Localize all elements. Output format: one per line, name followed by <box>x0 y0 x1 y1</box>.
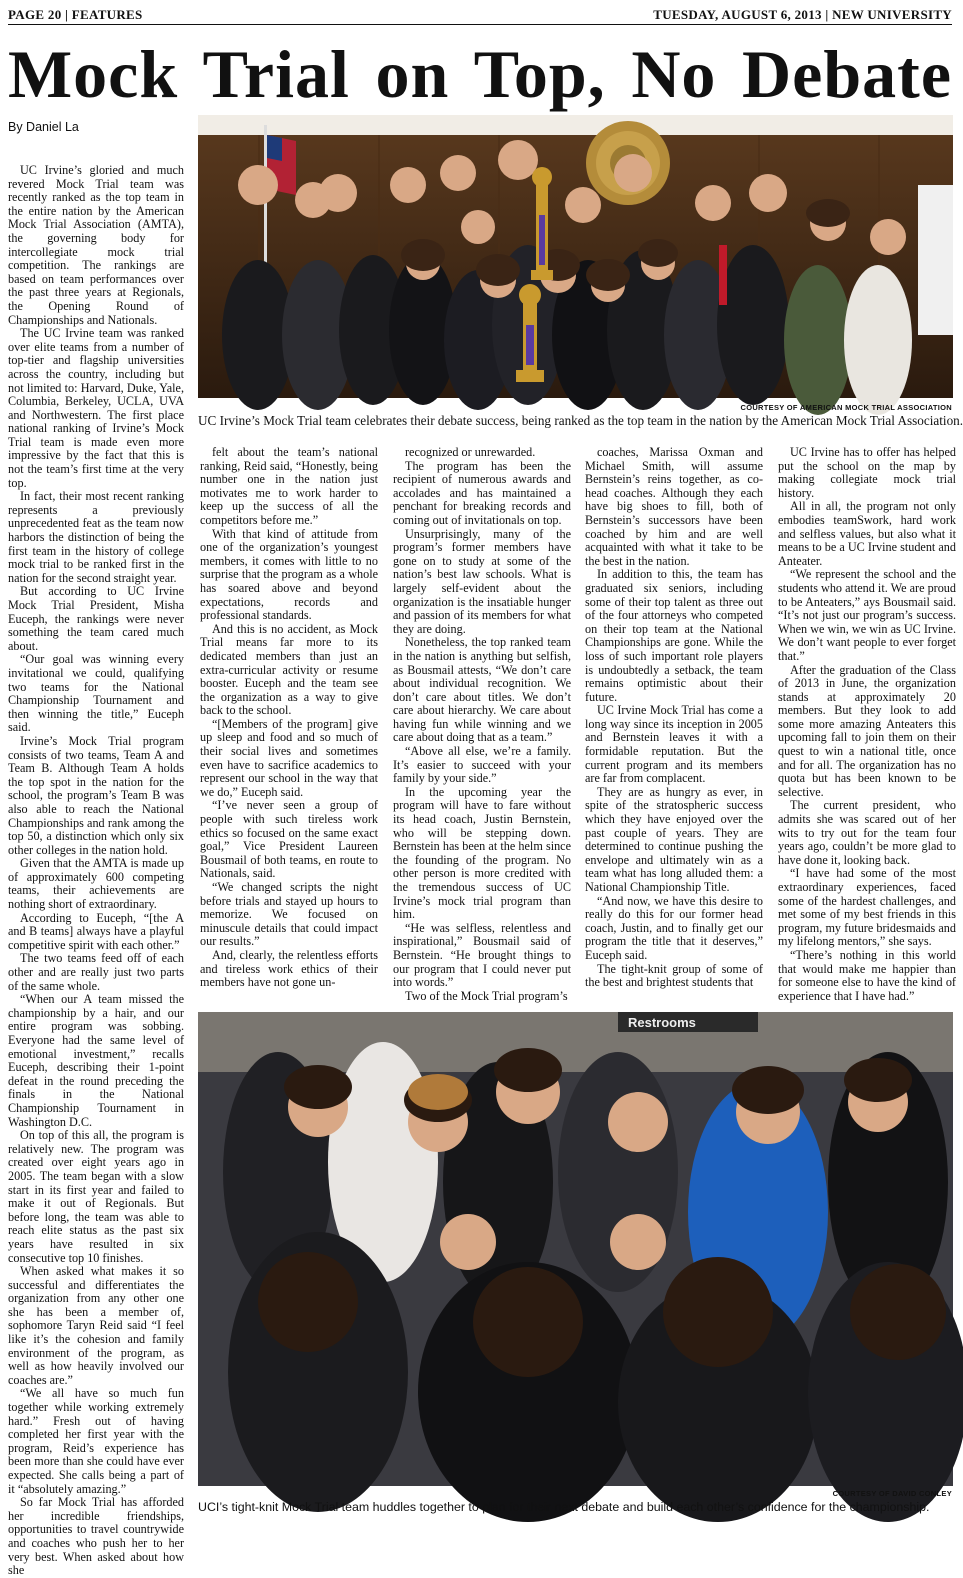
article-paragraph: Two of the Mock Trial program’s <box>405 988 568 1003</box>
page-header <box>8 4 952 25</box>
article-paragraph: So far Mock Trial has afforded her incredible friendships, opportunities to travel countrywide and coaches who push her to her very best. When asked about how she <box>8 1495 184 1578</box>
article-paragraph: “He was selfless, relentless and inspirational,” Bousmail said of Bernstein. “He brought things to our program that I could never put into words.” <box>393 920 571 990</box>
article-paragraph: “I have had some of the most extraordinary experiences, faced some of the hardest challenges, and met some of my best friends in this program, my future bridesmaids and my lifelong mentors,” she says. <box>778 866 956 949</box>
photo-caption-bottom: UCI’s tight-knit Mock Trial team huddles together to plan for their next debate and build each other’s confidence for the championship. <box>198 1500 930 1514</box>
article-column-3 <box>393 446 571 1002</box>
article-paragraph: On top of this all, the program is relatively new. The program was created over eight years ago in 2005. The team began with a slow start in its first year and failed to make it out of Regionals. But before long, the team was able to reach elite status as the past six years have resulted in six consecutive top 10 finishes. <box>8 1128 184 1265</box>
article-paragraph: The current president, who admits she was scared out of her wits to try out for the team four years ago, couldn’t be more glad to have done it, looking back. <box>778 798 956 867</box>
article-paragraph: Irvine’s Mock Trial program consists of two teams, Team A and Team B. Although Team A holds the top spot in the nation for the school, the program’s Team B was also able to reach the National Championships and rank among the top 50, a distinction which only six other colleges in the nation hold. <box>8 733 184 857</box>
article-paragraph: The two teams feed off of each other and are really just two parts of the same whole. <box>8 951 184 993</box>
article-paragraph: With that kind of attitude from one of the organization’s youngest members, it comes with little to no surprise that the program as a whole has soared above and beyond expectations, records and professional standards. <box>200 526 378 623</box>
article-paragraph: “We changed scripts the night before trials and stayed up hours to memorize. We focused on minuscule details that could impact our results.” <box>200 880 378 949</box>
article-paragraph: “We represent the school and the students who attend it. We are proud to be Anteaters,” ays Bousmail said. “It’s not just our program’s success. When we win, we win as UC Irvine. We don’t want people to ever forget that.” <box>778 567 956 663</box>
article-paragraph: felt about the team’s national ranking, Reid said, “Honestly, being number one in the nation just motivates me to work harder to keep up the success of all the competitors before me.” <box>200 445 378 527</box>
article-paragraph: “We all have so much fun together while working extremely hard.” Fresh out of having completed her first year with the program, Reid’s experience has been more than she could have ever expected. She calls being a part of it “absolutely amazing.” <box>8 1386 184 1496</box>
article-paragraph: The program has been the recipient of numerous awards and accolades and has maintained a penchant for breaking records and coming out of invitationals on top. <box>393 458 571 527</box>
article-paragraph: Given that the AMTA is made up of approximately 600 competing teams, their achievements are nothing short of extraordinary. <box>8 856 184 912</box>
article-column-5 <box>778 446 956 1002</box>
article-column-4 <box>585 446 763 1002</box>
article-paragraph: In the upcoming year the program will have to fare without its head coach, Justin Bernstein, who will be stepping down. Bernstein has been at the helm since the founding of the program. No other person is more credited with the tremendous success of UC Irvine’s mock trial program than him. <box>393 784 571 922</box>
article-paragraph: The UC Irvine team was ranked over elite teams from a number of top-tier and flagship universities across the country, including but not limited to: Harvard, Duke, Yale, Columbia, Berkeley, UCLA, UVA and Northwestern. The first place national ranking of Irvine’s Mock Trial team is made even more impressive by the fact that this is not the team’s first time at the very top. <box>8 326 184 490</box>
article-paragraph: Nonetheless, the top ranked team in the nation is anything but selfish, as Bousmail attests, “We don’t care about individual recognition. We don’t care about titles. We don’t care about hierarchy. We care about having fun while winning and we care about doing that as a team.” <box>393 635 571 745</box>
article-paragraph: They are as hungry as ever, in spite of the stratospheric success which they have enjoyed over the past couple of years. They are determined to continue pushing the envelope and ultimately win as a team what has long alluded them: a National Championship Title. <box>585 784 763 894</box>
article-paragraph: “Above all else, we’re a family. It’s easier to succeed with your family by your side.” <box>393 744 571 786</box>
article-paragraph: The tight-knit group of some of the best and brightest students that <box>585 961 763 990</box>
article-column-1 <box>8 163 184 1578</box>
photo-credit-bottom: COURTESY OF DAVID CONLEY <box>832 1489 952 1498</box>
article-paragraph: UC Irvine has to offer has helped put the school on the map by making collegiate mock trial history. <box>778 445 956 500</box>
photo-caption-top: UC Irvine’s Mock Trial team celebrates their debate success, being ranked as the top team in the nation by the American Mock Trial Association. <box>198 413 963 428</box>
article-paragraph: UC Irvine’s gloried and much revered Mock Trial team was recently ranked as the top team in the entire nation by the American Mock Trial Association (AMTA), the governing body for intercollegiate mock trial competition. The rankings are based on team performances over the past three years at Regionals, the Opening Round of Championships and Nationals. <box>8 163 184 327</box>
photo-credit-top: COURTESY OF AMERICAN MOCK TRIAL ASSOCIATION <box>740 403 952 412</box>
team-photo-illustration <box>198 115 953 398</box>
article-paragraph: After the graduation of the Class of 2013 in June, the organization stands at approximately 20 members. But they look to add some more amazing Anteaters this upcoming fall to join them on their quest to win a national title, once and for all. The organization has no quota but has been known to be selective. <box>778 662 956 799</box>
article-paragraph: In addition to this, the team has graduated six seniors, including some of their top talent as three out of the four attorneys who competed on their top team at the National Championships are gone. While the loss of such important role players is undoubtedly a setback, the team remains optimistic about their future. <box>585 567 763 704</box>
article-paragraph: And this is no accident, as Mock Trial means far more to its dedicated members than just an extra-curricular activity or resume booster. Euceph and the team see the organization as a way to give back to the school. <box>200 621 378 718</box>
team-huddle-photo <box>198 1012 953 1486</box>
restrooms-sign: Restrooms <box>628 1015 696 1030</box>
page-section-label: PAGE 20 | FEATURES <box>8 7 143 22</box>
article-paragraph: “Our goal was winning every invitational we could, qualifying two teams for the National Championship Tournament and then winning the title,” Euceph said. <box>8 652 184 735</box>
article-paragraph: “When our A team missed the championship by a hair, and our entire program was sobbing. Everyone had the same level of emotional investment,” recalls Euceph, describing their 1-point defeat in the round preceding the finals in the National Championship Tournament in Washington D.C. <box>8 992 184 1129</box>
article-paragraph: “[Members of the program] give up sleep and food and so much of their social lives and sometimes even have to sacrifice academics to represent our school in the way that we do,” Euceph said. <box>200 716 378 799</box>
article-paragraph: Unsurprisingly, many of the program’s former members have gone on to study at some of the nation’s best law schools. What is largely self-evident about the organization is the insatiable hunger and passion of its members for what they are doing. <box>393 526 571 636</box>
huddle-photo-illustration <box>198 1012 953 1486</box>
article-paragraph: When asked what makes it so successful and differentiates the organization from any other one she has been a member of, sophomore Taryn Reid said “I feel like it’s the cohesion and family environment of the program, as well as how heavily involved our coaches are.” <box>8 1264 184 1387</box>
article-paragraph: “There’s nothing in this world that would make me happier than for someone else to have the kind of experience that I have had.” <box>778 947 956 1003</box>
issue-date-label: TUESDAY, AUGUST 6, 2013 | NEW UNIVERSITY <box>653 7 952 22</box>
article-paragraph: recognized or unrewarded. <box>405 445 536 459</box>
article-paragraph: “I’ve never seen a group of people with such tireless work ethics so focused on the same exact goal,” Vice President Laureen Bousmail of both teams, en route to Nationals, said. <box>200 798 378 881</box>
article-paragraph: In fact, their most recent ranking represents a previously unprecedented feat as the team now harbors the distinction of being the first team in the history of college mock trial to be ranked first in the nation for the second straight year. <box>8 489 184 585</box>
byline: By Daniel La <box>8 120 79 134</box>
article-paragraph: According to Euceph, “[the A and B teams] always have a playful competitive spirit with each other.” <box>8 910 184 952</box>
article-paragraph: UC Irvine Mock Trial has come a long way since its inception in 2005 and Bernstein leaves it with a formidable reputation. But the current program and its members are far from complacent. <box>585 703 763 786</box>
article-paragraph: “And now, we have this desire to really do this for our former head coach, Justin, and to finally get our program the title that it deserves,” Euceph said. <box>585 893 763 962</box>
article-paragraph: coaches, Marissa Oxman and Michael Smith, will assume Bernstein’s reins together, as co-head coaches. Although they each have big shoes to fill, both of Bernstein’s successors have been coached by him and are well acquainted with what it take to be the best in the nation. <box>585 445 763 568</box>
team-celebration-photo <box>198 115 953 398</box>
article-paragraph: All in all, the program not only embodies teamSwork, hard work and selfless values, but also what it means to be a UC Irvine student and Anteater. <box>778 499 956 568</box>
article-paragraph: But according to UC Irvine Mock Trial President, Misha Euceph, the rankings were never something the team cared much about. <box>8 584 184 653</box>
article-paragraph: And, clearly, the relentless efforts and tireless work ethics of their members have not gone un- <box>200 947 378 990</box>
article-column-2 <box>200 446 378 1002</box>
headline: Mock Trial on Top, No Debate <box>8 36 952 112</box>
